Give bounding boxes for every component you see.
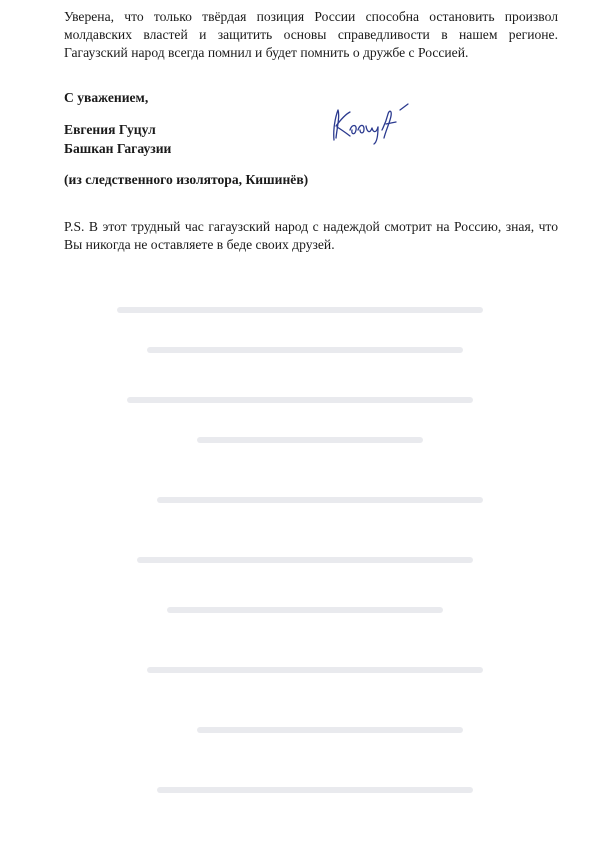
signer-block — [64, 120, 171, 158]
signer-name: Евгения Гуцул — [64, 122, 156, 137]
body-paragraph: Уверена, что только твёрдая позиция России способна остановить произвол молдавских властей и защитить основы справедливости в нашем регионе. Гагаузский народ всегда помнил и будет помнить о дружбе с Россией. — [64, 9, 558, 60]
postscript: P.S. В этот трудный час гагаузский народ с надеждой смотрит на Россию, зная, что Вы никогда не оставляете в беде своих друзей. — [64, 219, 558, 252]
handwritten-signature — [320, 100, 420, 145]
signer-title: Башкан Гагаузии — [64, 141, 172, 156]
bleed-through-texture — [0, 270, 600, 849]
closing-line: С уважением, — [64, 90, 149, 105]
location-note: (из следственного изолятора, Кишинёв) — [64, 172, 309, 187]
